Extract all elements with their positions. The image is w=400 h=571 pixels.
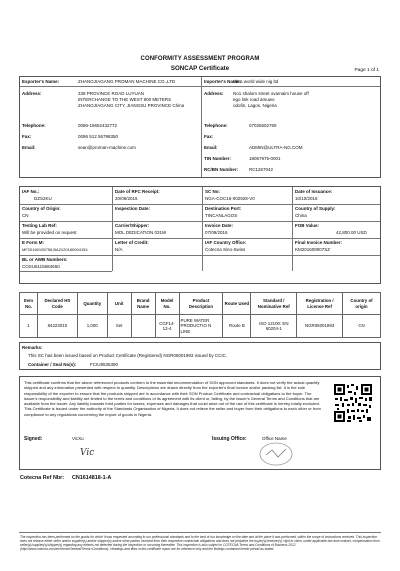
col-header: Unit: [107, 293, 131, 315]
cotecna-ref-value: CN1614818-1-A: [72, 475, 112, 481]
col-header: Country of origin: [343, 293, 381, 315]
remarks-label: Remarks:: [22, 345, 43, 350]
tin-number: 18067975-0001: [249, 156, 281, 161]
rcbn-label: RC/BN Number:: [204, 167, 239, 172]
importer-tel-label: Telephone:: [204, 123, 228, 128]
exporter-address-line: ZHANGJIAGANG CITY, JIANGSU PROVINCE China: [78, 103, 185, 108]
exporter-email: sean@proman-machine.com: [78, 145, 136, 150]
brand-name: [131, 315, 155, 338]
importer-tel: 07025502769: [249, 123, 277, 128]
rfc-value: 20/09/2016: [115, 196, 138, 201]
registration-ref: NGR06001993: [297, 315, 343, 338]
tin-label: TIN Number:: [204, 156, 231, 161]
invoice-label: Invoice Date:: [205, 223, 234, 228]
testing-label: Testing Lab Ref:: [22, 223, 57, 228]
col-header: Brand Name: [131, 293, 155, 315]
supply-value: China: [295, 213, 307, 218]
exporter-name: ZHANGJIAGANG PROMAN MACHINE CO.,LTD: [78, 79, 176, 84]
final-invoice-value: KM201609007SZ: [295, 247, 331, 252]
issuing-office-label: Issuing Office:: [212, 436, 247, 442]
office-value: Cotecna Sino-Swiss: [205, 247, 246, 252]
importer-address-line: ego link road amuwo: [233, 97, 275, 102]
signer-name: VicXu: [72, 436, 84, 441]
origin-label: Country of Origin:: [22, 206, 61, 211]
credit-value: N/A: [115, 247, 123, 252]
origin-value: CN: [22, 213, 29, 218]
model-no: CGF14-12-4: [155, 315, 179, 338]
parties-section: [19, 76, 381, 178]
page-number: Page 1 of 1: [354, 68, 379, 73]
office-stamp-icon: [258, 441, 294, 467]
hs-code: 84223010: [37, 315, 77, 338]
rfc-label: Date of RFC Receipt:: [115, 189, 160, 194]
signature: Vic: [80, 448, 95, 458]
exporter-tel-label: Telephone:: [22, 123, 46, 128]
container-value: FCIU9535390: [90, 362, 119, 367]
bl-value: COSU6115684650: [22, 264, 60, 269]
exporter-fax-label: Fax:: [22, 134, 32, 139]
cotecna-ref-label: Cotecna Ref Nbr:: [20, 475, 65, 481]
remarks-text: This SC has been issued based on Product Certificate (Registered) NGR06001993 issued by CCIC.: [28, 353, 228, 358]
items-header-row: [20, 293, 381, 315]
exporter-address-label: Address:: [22, 91, 42, 96]
qr-code-icon: [333, 383, 373, 423]
exporter-name-label: Exporter's Name:: [22, 79, 60, 84]
carrier-label: Carrier/Shipper:: [115, 223, 150, 228]
col-header: Item No.: [20, 293, 38, 315]
col-header: Quantity: [77, 293, 107, 315]
table-row: [20, 315, 381, 338]
col-header: Route Used: [223, 293, 251, 315]
iaf-value: DZS2KU: [34, 196, 52, 201]
issue-value: 10/10/2016: [295, 196, 318, 201]
importer-fax-label: Fax:: [204, 134, 214, 139]
importer-address-line: No1 shalom street ovamaim house off: [233, 91, 309, 96]
issue-label: Date of Issuance:: [295, 189, 333, 194]
exporter-tel: 0086-18652432772: [78, 123, 118, 128]
fob-label: FOB Value:: [295, 223, 320, 228]
footer-divider: [19, 532, 381, 533]
col-header: Standard / Nominative Ref: [251, 293, 297, 315]
importer-email: ADMIN@ULTRA-NG.COM: [249, 145, 303, 150]
col-header: Registration / License Ref: [297, 293, 343, 315]
footer-disclaimer: The inspection has been performed on the goods for which it was requested according to our professional standards and to the best of our knowledge on the date and at the place it was performed, within the scope of instructions received. This inspection does not release either seller and/or supplier(s) and/or shipper(s) and/or other parties involved from their respective contractual obligations and does not prejudice the buyer(s)/receiver(s)' right to claim, under applicable law and contract, compensation from seller(s)/supplier(s)/shipper(s) regarding any defects not detected during the inspection or occurring thereafter. This inspection is also subject to COTECNA Terms and Conditions of Business 2012 (http://www.cotecna.com/en/Home/General/Terms+Conditions). Headings and titles in this certificate report are for reference only and the findings contained herein prevail as stated.: [20, 535, 380, 552]
signed-label: Signed:: [24, 436, 43, 442]
country-of-origin: CN: [343, 315, 381, 338]
carrier-value: MOL DEDICATION 031W: [115, 230, 167, 235]
importer-name-label: Importer's Name:: [204, 79, 241, 84]
standard-ref: ISO 12100: EN 60204-1: [251, 315, 297, 338]
eform-label: E Form M:: [22, 240, 44, 245]
remarks-section: [19, 342, 381, 370]
dest-value: TINCANLAGOS: [205, 213, 238, 218]
importer-name: Ultra world wide nig ltd: [233, 79, 279, 84]
certificate-header: [20, 56, 380, 72]
item-no: 1: [20, 315, 38, 338]
route-used: Route B: [223, 315, 251, 338]
testing-value: Will be provided on request: [22, 230, 77, 235]
items-table: [19, 292, 381, 338]
importer-address-label: Address:: [204, 91, 224, 96]
unit: Set: [107, 315, 131, 338]
sc-label: SC No:: [205, 189, 220, 194]
importer-email-label: Email:: [204, 145, 218, 150]
sc-value: NGA-COC16-002928-V0: [205, 196, 255, 201]
product-description: PURE WATER PRODUCTIO N LINE: [179, 315, 223, 338]
col-header: Model No.: [155, 293, 179, 315]
shipment-details: [19, 186, 381, 284]
statement-section: [19, 376, 381, 470]
exporter-email-label: Email:: [22, 145, 36, 150]
exporter-address-line: INTERCHANGE TO THE WEST 900 METERS: [78, 97, 172, 102]
iaf-label: IAF No.:: [22, 189, 40, 194]
credit-label: Letter of Credit:: [115, 240, 149, 245]
invoice-value: 07/09/2016: [205, 230, 228, 235]
office-label: IAF Country Office:: [205, 240, 247, 245]
rcbn-number: RC1267042: [249, 167, 274, 172]
eform-value: MF20160105756,BA2120160004154: [22, 247, 88, 252]
importer-address-line: odofin, Lagos, Nigeria: [233, 103, 277, 108]
exporter-fax: 0086 512 56798350: [78, 134, 119, 139]
statement-text: This certificate confirms that the above referenced products conform to the essential recommendation of SON approved standards. It does not verify the actual quantity shipped and any information presented with respect to quantity. Descriptions are drawn directly from the exporter's final invoice and/or packing list. It is the sole responsibility of the exporter to ensure that the products shipped are in accordance with their SON Product Certificate and contractual obligations to the buyer. The issuer's responsibility and liability are limited to the terms and conditions of its agreement with its client or, failing, by the issuer's General Terms and Conditions that are available from the issuer. Any liability towards third parties for losses, expenses and damages that could arise out of the use of this certificate is hereby totally excluded. This Certificate is issued under the authority of the Standards Organisation of Nigeria. It does not relieve the seller and buyer from their obligations to each other or from compliance to any regulations concerning the import of goods in Nigeria.: [24, 380, 321, 417]
supply-label: Country of Supply:: [295, 206, 336, 211]
office-name: Office Name: [262, 436, 287, 441]
col-header: Declared HS Code: [37, 293, 77, 315]
bl-label: BL or AWB Numbers:: [22, 257, 68, 262]
inspection-label: Inspection Date:: [115, 206, 151, 211]
final-invoice-label: Final Invoice Number:: [295, 240, 343, 245]
certificate-title: SONCAP Certificate: [170, 64, 230, 72]
items-table-wrapper: [19, 292, 381, 338]
container-label: Container / Seal No(s):: [28, 362, 77, 367]
exporter-address-line: 338 PROVINCE ROAD LUYUAN: [78, 91, 145, 96]
program-title: CONFORMITY ASSESSMENT PROGRAM: [140, 56, 260, 62]
dest-label: Destination Port:: [205, 206, 242, 211]
fob-value: 42,800.00 USD: [336, 230, 367, 235]
col-header: Product Description: [179, 293, 223, 315]
quantity: 1,000: [77, 315, 107, 338]
